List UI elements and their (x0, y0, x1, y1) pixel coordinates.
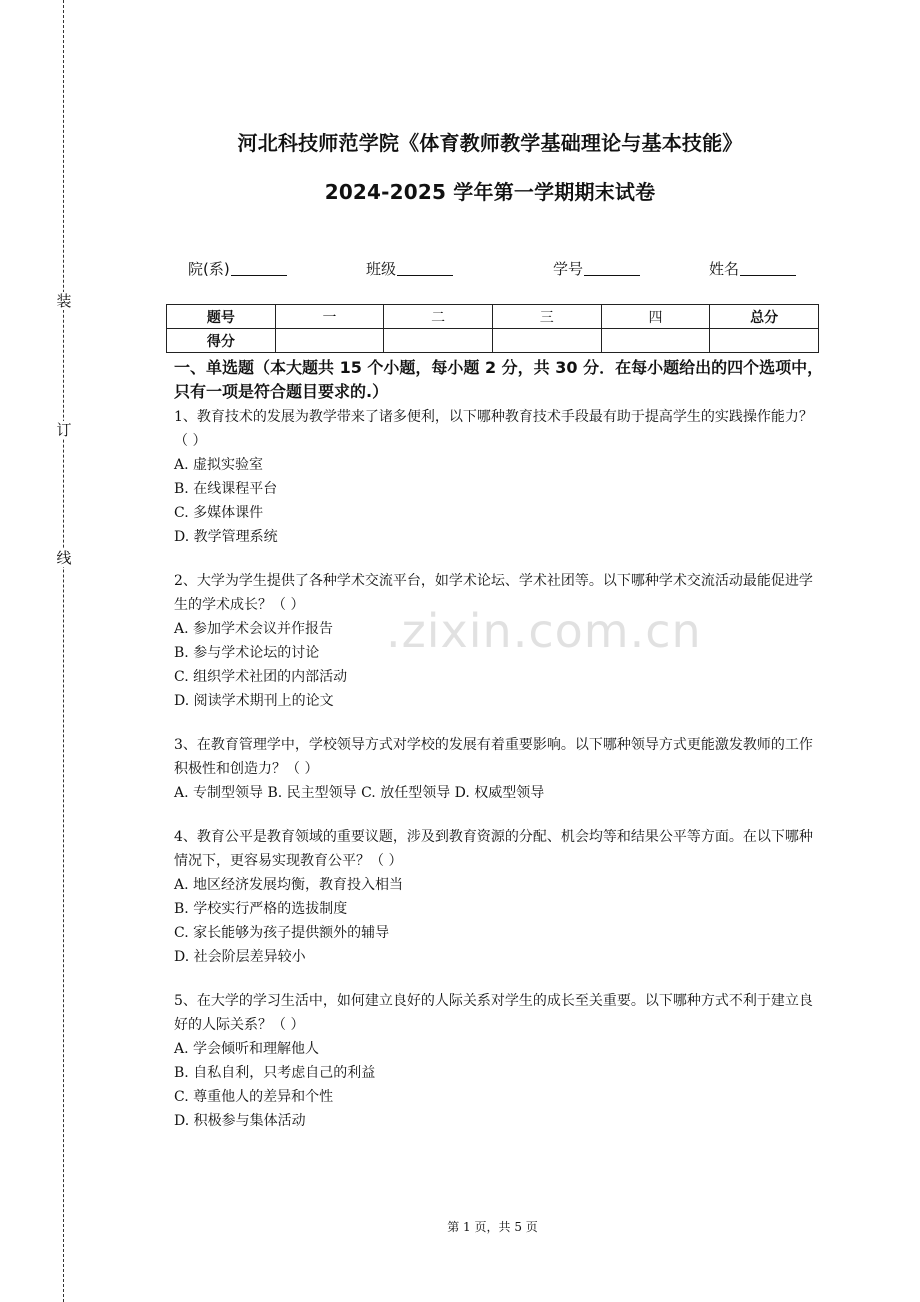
binding-mark-xian: 线 (56, 549, 72, 567)
student-id-label: 学号 (553, 260, 584, 278)
department-label: 院(系) (188, 260, 230, 278)
question-4 (174, 825, 824, 969)
exam-title: 河北科技师范学院《体育教师教学基础理论与基本技能》 (237, 131, 743, 155)
score-input-cell[interactable] (384, 329, 493, 353)
answer-option: B. 学校实行严格的选拔制度 (174, 901, 348, 917)
question-1 (174, 405, 824, 549)
answer-option: A. 参加学术会议并作报告 (174, 621, 334, 637)
score-header-cell: 四 (601, 305, 710, 329)
name-blank[interactable] (740, 261, 796, 276)
score-input-cell[interactable] (601, 329, 710, 353)
answer-option: C. 家长能够为孩子提供额外的辅导 (174, 925, 390, 941)
binding-mark-ding: 订 (56, 421, 72, 439)
score-header-cell: 题号 (167, 305, 276, 329)
question-stem: 2、大学为学生提供了各种学术交流平台，如学术论坛、学术社团等。以下哪种学术交流活动最能促进学生的学术成长？（ ） (174, 573, 813, 613)
watermark-text: .zixin.com.cn (386, 604, 702, 658)
answer-option: A. 虚拟实验室 (174, 457, 264, 473)
score-header-cell: 二 (384, 305, 493, 329)
score-header-cell: 三 (492, 305, 601, 329)
answer-option: D. 积极参与集体活动 (174, 1113, 306, 1129)
answer-option: C. 组织学术社团的内部活动 (174, 669, 348, 685)
answer-option: D. 阅读学术期刊上的论文 (174, 693, 334, 709)
answer-option: C. 多媒体课件 (174, 505, 264, 521)
score-table-header-row (167, 305, 819, 329)
binding-mark-zhuang: 装 (56, 292, 72, 310)
answer-option: B. 参与学术论坛的讨论 (174, 645, 320, 661)
score-input-cell[interactable] (710, 329, 819, 353)
question-5 (174, 989, 824, 1133)
section-heading: 一、单选题（本大题共 15 个小题，每小题 2 分，共 30 分．在每小题给出的四个选项中，只有一项是符合题目要求的.） (174, 358, 824, 401)
student-id-blank[interactable] (584, 261, 640, 276)
answer-option: A. 专制型领导 B. 民主型领导 C. 放任型领导 D. 权威型领导 (174, 785, 545, 801)
student-id-field[interactable] (553, 258, 640, 279)
department-field[interactable] (188, 258, 287, 279)
answer-option: D. 教学管理系统 (174, 529, 278, 545)
question-stem: 1、教育技术的发展为教学带来了诸多便利，以下哪种教育技术手段最有助于提高学生的实践操作能力？（ ） (174, 409, 813, 449)
answer-option: A. 地区经济发展均衡，教育投入相当 (174, 877, 404, 893)
question-3 (174, 733, 824, 805)
score-row-label: 得分 (167, 329, 276, 353)
exam-content (174, 356, 824, 1133)
answer-option: D. 社会阶层差异较小 (174, 949, 306, 965)
score-table (166, 304, 819, 353)
question-stem: 3、在教育管理学中，学校领导方式对学校的发展有着重要影响。以下哪种领导方式更能激发教师的工作积极性和创造力？（ ） (174, 737, 813, 777)
score-header-cell: 总分 (710, 305, 819, 329)
department-blank[interactable] (231, 261, 287, 276)
class-blank[interactable] (397, 261, 453, 276)
question-stem: 5、在大学的学习生活中，如何建立良好的人际关系对学生的成长至关重要。以下哪种方式不利于建立良好的人际关系？（ ） (174, 993, 813, 1033)
answer-option: C. 尊重他人的差异和个性 (174, 1089, 334, 1105)
answer-option: B. 自私自利，只考虑自己的利益 (174, 1065, 376, 1081)
student-info-row (0, 258, 920, 280)
score-input-cell[interactable] (492, 329, 601, 353)
score-table-score-row (167, 329, 819, 353)
score-input-cell[interactable] (275, 329, 384, 353)
score-header-cell: 一 (275, 305, 384, 329)
name-label: 姓名 (709, 260, 740, 278)
class-field[interactable] (366, 258, 453, 279)
class-label: 班级 (366, 260, 397, 278)
page-footer: 第 1 页，共 5 页 (447, 1220, 538, 1234)
answer-option: A. 学会倾听和理解他人 (174, 1041, 320, 1057)
answer-option: B. 在线课程平台 (174, 481, 278, 497)
exam-subtitle: 2024-2025 学年第一学期期末试卷 (324, 180, 656, 204)
name-field[interactable] (709, 258, 796, 279)
question-2 (174, 569, 824, 713)
question-stem: 4、教育公平是教育领域的重要议题，涉及到教育资源的分配、机会均等和结果公平等方面。在以下哪种情况下，更容易实现教育公平？（ ） (174, 829, 813, 869)
